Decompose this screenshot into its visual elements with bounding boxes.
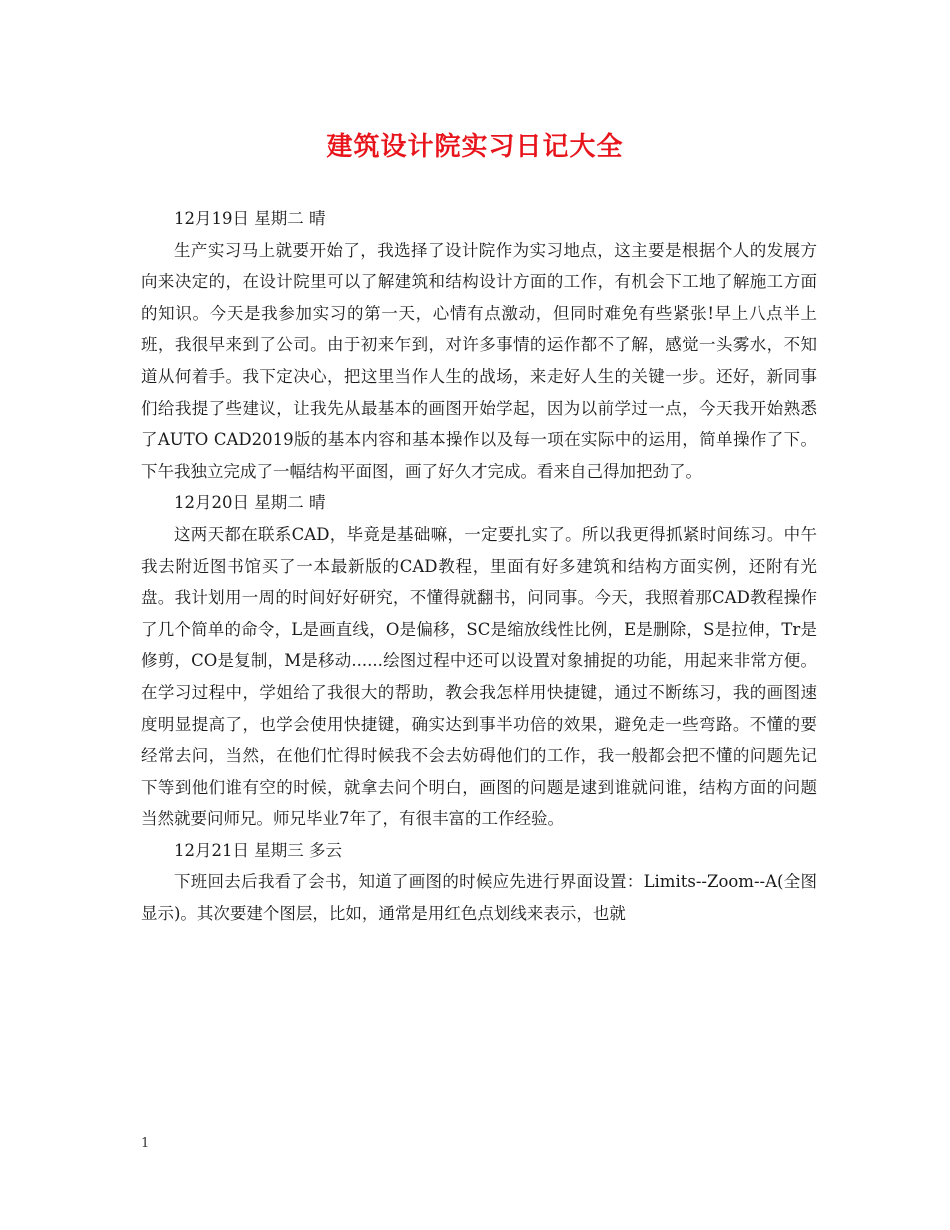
- page-number: 1: [141, 1136, 150, 1151]
- diary-entry-1: 生产实习马上就要开始了，我选择了设计院作为实习地点，这主要是根据个人的发展方向来决定的，在设计院里可以了解建筑和结构设计方面的工作，有机会下工地了解施工方面的知识。今天是我参加实习的第一天，心情有点激动，但同时难免有些紧张!早上八点半上班，我很早来到了公司。由于初来乍到，对许多事情的运作都不了解，感觉一头雾水，不知道从何着手。我下定决心，把这里当作人生的战场，来走好人生的关键一步。还好，新同事们给我提了些建议，让我先从最基本的画图开始学起，因为以前学过一点，今天我开始熟悉了AUTO CAD2019版的基本内容和基本操作以及每一项在实际中的运用，简单操作了下。下午我独立完成了一幅结构平面图，画了好久才完成。看来自己得加把劲了。: [141, 240, 817, 481]
- document-body: [141, 203, 817, 930]
- diary-date-3: 12月21日 星期三 多云: [174, 840, 342, 860]
- diary-entry-2: 这两天都在联系CAD，毕竟是基础嘛，一定要扎实了。所以我更得抓紧时间练习。中午我去附近图书馆买了一本最新版的CAD教程，里面有好多建筑和结构方面实例，还附有光盘。我计划用一周的时间好好研究，不懂得就翻书，问同事。今天，我照着那CAD教程操作了几个简单的命令，L是画直线，O是偏移，SC是缩放线性比例，E是删除，S是拉伸，Tr是修剪，CO是复制，M是移动......绘图过程中还可以设置对象捕捉的功能，用起来非常方便。在学习过程中，学姐给了我很大的帮助，教会我怎样用快捷键，通过不断练习，我的画图速度明显提高了，也学会使用快捷键，确实达到事半功倍的效果，避免走一些弯路。不懂的要经常去问，当然，在他们忙得时候我不会去妨碍他们的工作，我一般都会把不懂的问题先记下等到他们谁有空的时候，就拿去问个明白，画图的问题是逮到谁就问谁，结构方面的问题当然就要问师兄。师兄毕业7年了，有很丰富的工作经验。: [141, 524, 817, 829]
- document-title: 建筑设计院实习日记大全: [326, 132, 624, 162]
- diary-date-2: 12月20日 星期二 晴: [174, 493, 326, 513]
- diary-date-1: 12月19日 星期二 晴: [174, 209, 326, 228]
- diary-entry-3: 下班回去后我看了会书，知道了画图的时候应先进行界面设置：Limits--Zoom--A(全图显示)。其次要建个图层，比如，通常是用红色点划线来表示，也就: [141, 872, 817, 924]
